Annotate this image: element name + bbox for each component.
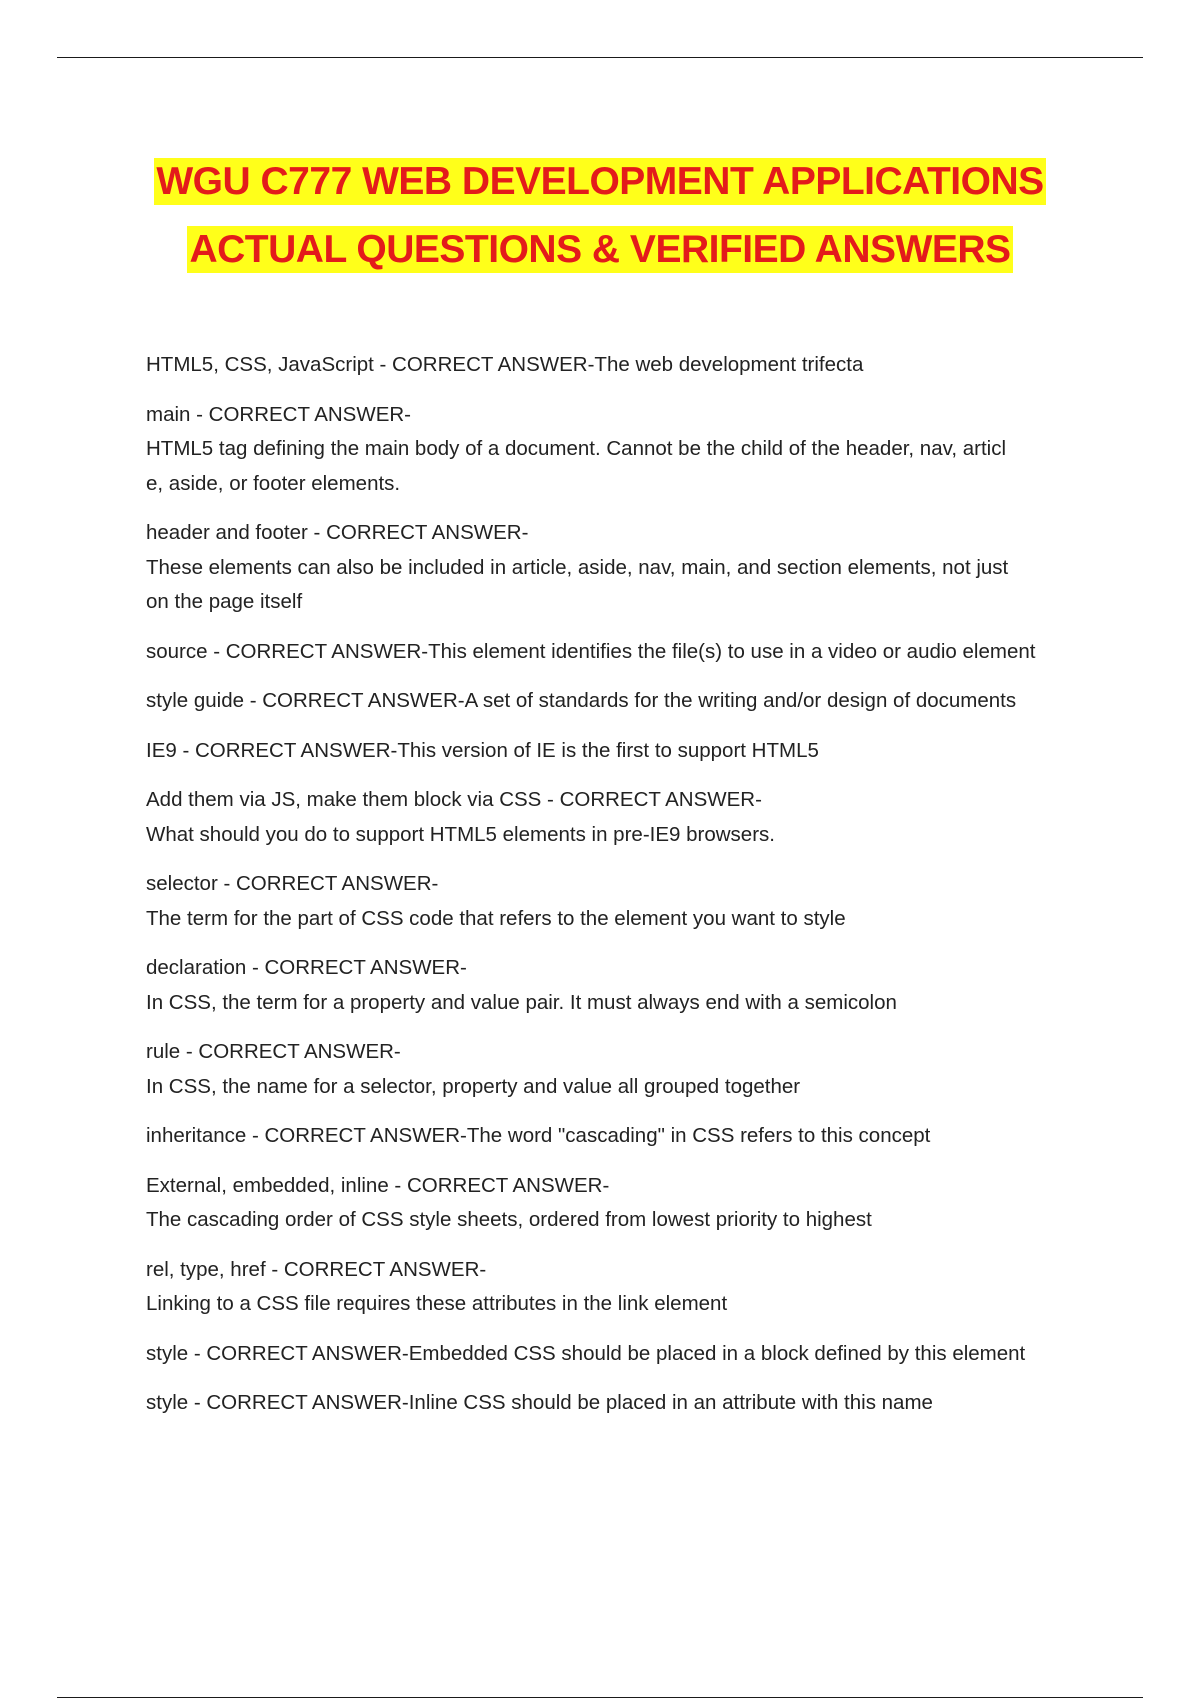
qa-item (146, 1035, 1096, 1104)
qa-item (146, 783, 1096, 852)
qa-item (146, 635, 1096, 670)
qa-item (146, 734, 1096, 769)
bottom-rule (57, 1697, 1143, 1698)
qa-item (146, 1119, 1096, 1154)
qa-term-line: header and footer - CORRECT ANSWER- (146, 521, 529, 544)
qa-term-line: Add them via JS, make them block via CSS - CORRECT ANSWER- (146, 788, 762, 811)
qa-item (146, 516, 1096, 620)
qa-term-line: style - CORRECT ANSWER-Embedded CSS should be placed in a block defined by this element (146, 1341, 1026, 1365)
qa-term-line: main - CORRECT ANSWER- (146, 402, 412, 426)
qa-term-line: style guide - CORRECT ANSWER-A set of standards for the writing and/or design of documents (146, 689, 1017, 712)
qa-term-line: declaration - CORRECT ANSWER- (146, 956, 467, 979)
qa-item (146, 348, 1096, 383)
top-rule (57, 57, 1143, 58)
title-line (0, 216, 1200, 284)
qa-term-line: inheritance - CORRECT ANSWER-The word "cascading" in CSS refers to this concept (146, 1124, 931, 1147)
qa-definition-line: on the page itself (146, 590, 303, 613)
qa-definition-line: The term for the part of CSS code that refers to the element you want to style (146, 906, 846, 930)
document-title (0, 148, 1200, 284)
qa-item (146, 1253, 1096, 1322)
qa-term-line: source - CORRECT ANSWER-This element identifies the file(s) to use in a video or audio element (146, 639, 1036, 663)
qa-definition-line: These elements can also be included in article, aside, nav, main, and section elements, not just (146, 555, 1009, 579)
qa-definition-line: In CSS, the name for a selector, property and value all grouped together (146, 1074, 801, 1098)
title-line-2: ACTUAL QUESTIONS & VERIFIED ANSWERS (189, 228, 1011, 271)
qa-item (146, 1169, 1096, 1238)
qa-term-line: HTML5, CSS, JavaScript - CORRECT ANSWER-The web development trifecta (146, 353, 864, 376)
qa-item (146, 867, 1096, 936)
qa-term-line: External, embedded, inline - CORRECT ANSWER- (146, 1173, 610, 1197)
qa-definition-line: What should you do to support HTML5 elements in pre-IE9 browsers. (146, 822, 775, 846)
title-line-1: WGU C777 WEB DEVELOPMENT APPLICATIONS (156, 160, 1044, 203)
qa-definition-line: Linking to a CSS file requires these attributes in the link element (146, 1292, 728, 1315)
qa-item (146, 684, 1096, 719)
qa-item (146, 398, 1096, 502)
qa-item (146, 1386, 1096, 1421)
qa-definition-line: The cascading order of CSS style sheets, ordered from lowest priority to highest (146, 1208, 872, 1231)
qa-item (146, 951, 1096, 1020)
qa-term-line: rule - CORRECT ANSWER- (146, 1040, 401, 1063)
qa-definition-line: In CSS, the term for a property and value pair. It must always end with a semicolon (146, 990, 897, 1014)
qa-item (146, 1337, 1096, 1372)
qa-term-line: IE9 - CORRECT ANSWER-This version of IE is the first to support HTML5 (146, 738, 819, 762)
qa-term-line: selector - CORRECT ANSWER- (146, 872, 439, 895)
qa-definition-line: e, aside, or footer elements. (146, 471, 401, 495)
title-line (0, 148, 1200, 216)
qa-term-line: rel, type, href - CORRECT ANSWER- (146, 1257, 487, 1281)
qa-term-line: style - CORRECT ANSWER-Inline CSS should be placed in an attribute with this name (146, 1391, 933, 1414)
qa-list (146, 348, 1096, 1436)
qa-definition-line: HTML5 tag defining the main body of a document. Cannot be the child of the header, nav, articl (146, 437, 1007, 460)
